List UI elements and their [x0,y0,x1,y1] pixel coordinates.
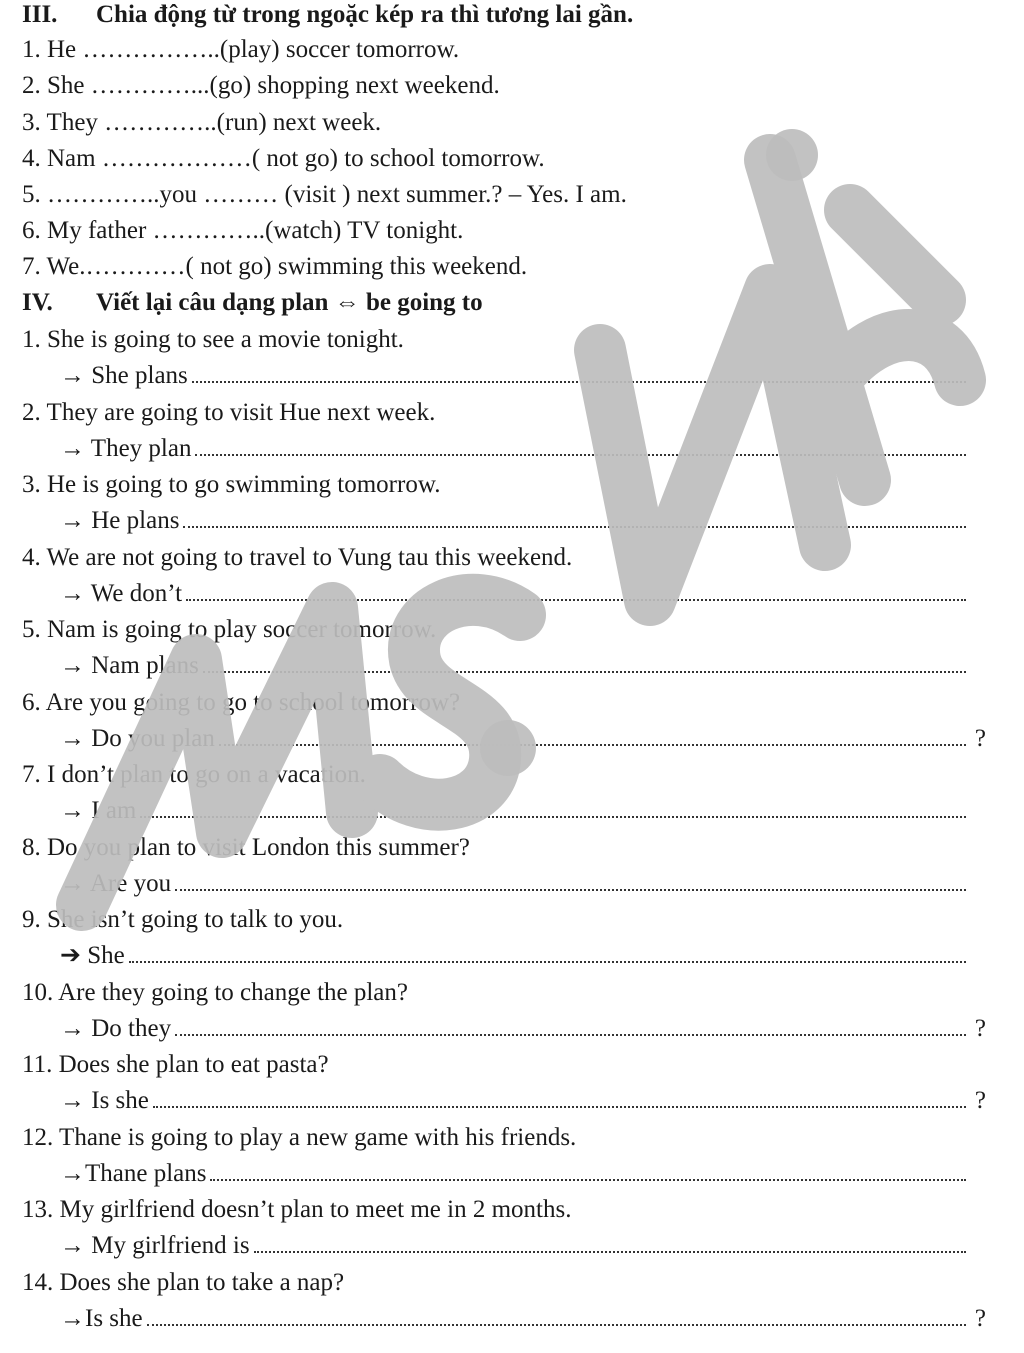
s3-item-7: 7. We.…………( not go) swimming this weekend. [22,253,528,280]
s3-item-5: 5. …………..you ……… (visit ) next summer.? – Yes. I am. [22,181,627,208]
section-4-number: IV. [22,289,53,316]
s4-answer-blank-8 [175,871,966,891]
s4-answer-line-4 [22,579,966,609]
s4-answer-prompt-5: → Nam plans [60,652,199,679]
s4-answer-blank-2 [195,436,966,456]
s4-answer-line-1 [22,361,966,391]
s4-answer-line-6 [22,724,986,754]
s4-answer-prompt-7: → I am [60,797,137,824]
s4-answer-blank-6 [219,726,966,746]
s4-answer-blank-7 [140,798,966,818]
s4-answer-line-8 [22,869,966,899]
s3-item-6: 6. My father …………..(watch) TV tonight. [22,217,464,244]
s4-answer-line-3 [22,506,966,536]
s3-item-4: 4. Nam ………………( not go) to school tomorrow. [22,145,545,172]
s4-question-11: 11. Does she plan to eat pasta? [22,1051,329,1078]
s4-answer-line-7 [22,796,966,826]
s4-answer-end-11: ? [974,1087,986,1114]
s4-answer-blank-9 [129,943,966,963]
s4-answer-blank-14 [147,1306,966,1326]
s4-answer-prompt-13: → My girlfriend is [60,1232,250,1259]
s4-question-3: 3. He is going to go swimming tomorrow. [22,471,441,498]
s4-answer-line-13 [22,1231,966,1261]
s3-item-3: 3. They …………..(run) next week. [22,109,382,136]
s4-answer-prompt-11: → Is she [60,1087,149,1114]
s4-answer-prompt-6: → Do you plan [60,725,215,752]
section-3-number: III. [22,1,58,28]
s4-answer-blank-11 [153,1088,966,1108]
s4-question-2: 2. They are going to visit Hue next week. [22,399,436,426]
s4-answer-line-9 [22,941,966,971]
s4-answer-prompt-12: →Thane plans [60,1160,207,1187]
s4-answer-line-2 [22,434,966,464]
s3-item-1: 1. He ……………..(play) soccer tomorrow. [22,36,460,63]
s4-question-1: 1. She is going to see a movie tonight. [22,326,404,353]
s4-answer-prompt-8: → Are you [60,870,172,897]
s4-question-6: 6. Are you going to go to school tomorrow? [22,689,461,716]
section-3-title: Chia động từ trong ngoặc kép ra thì tương lai gần. [96,1,634,28]
s4-answer-prompt-9: ➔ She [60,942,125,969]
s4-answer-end-10: ? [974,1015,986,1042]
s4-question-7: 7. I don’t plan to go on a vacation. [22,761,366,788]
s4-answer-end-6: ? [974,725,986,752]
s4-answer-prompt-3: → He plans [60,507,180,534]
s4-answer-line-10 [22,1014,986,1044]
s4-answer-line-12 [22,1159,966,1189]
s4-answer-prompt-1: → She plans [60,362,188,389]
s4-question-12: 12. Thane is going to play a new game with his friends. [22,1124,577,1151]
s4-answer-prompt-14: →Is she [60,1305,143,1332]
s4-answer-blank-5 [203,653,966,673]
section-4-title: Viết lại câu dạng plan ⇔ be going to [96,289,483,316]
s4-answer-blank-12 [210,1161,966,1181]
s4-question-9: 9. She isn’t going to talk to you. [22,906,344,933]
s4-question-14: 14. Does she plan to take a nap? [22,1269,345,1296]
s4-question-4: 4. We are not going to travel to Vung tau this weekend. [22,544,573,571]
s4-answer-line-5 [22,651,966,681]
s4-question-10: 10. Are they going to change the plan? [22,979,408,1006]
s4-answer-end-14: ? [974,1305,986,1332]
s4-answer-line-14 [22,1304,986,1334]
s4-question-13: 13. My girlfriend doesn’t plan to meet me in 2 months. [22,1196,572,1223]
s4-answer-prompt-10: → Do they [60,1015,172,1042]
s4-answer-prompt-2: → They plan [60,435,192,462]
s3-item-2: 2. She …………...(go) shopping next weekend. [22,72,500,99]
s4-answer-line-11 [22,1086,986,1116]
s4-answer-blank-3 [183,508,966,528]
s4-question-8: 8. Do you plan to visit London this summer? [22,834,470,861]
s4-answer-blank-4 [186,581,966,601]
s4-answer-blank-1 [192,363,966,383]
section-3-heading [22,0,984,30]
s4-answer-blank-13 [254,1233,966,1253]
section-4-heading [22,288,984,318]
s4-question-5: 5. Nam is going to play soccer tomorrow. [22,616,437,643]
s4-answer-prompt-4: → We don’t [60,580,183,607]
s4-answer-blank-10 [175,1016,966,1036]
